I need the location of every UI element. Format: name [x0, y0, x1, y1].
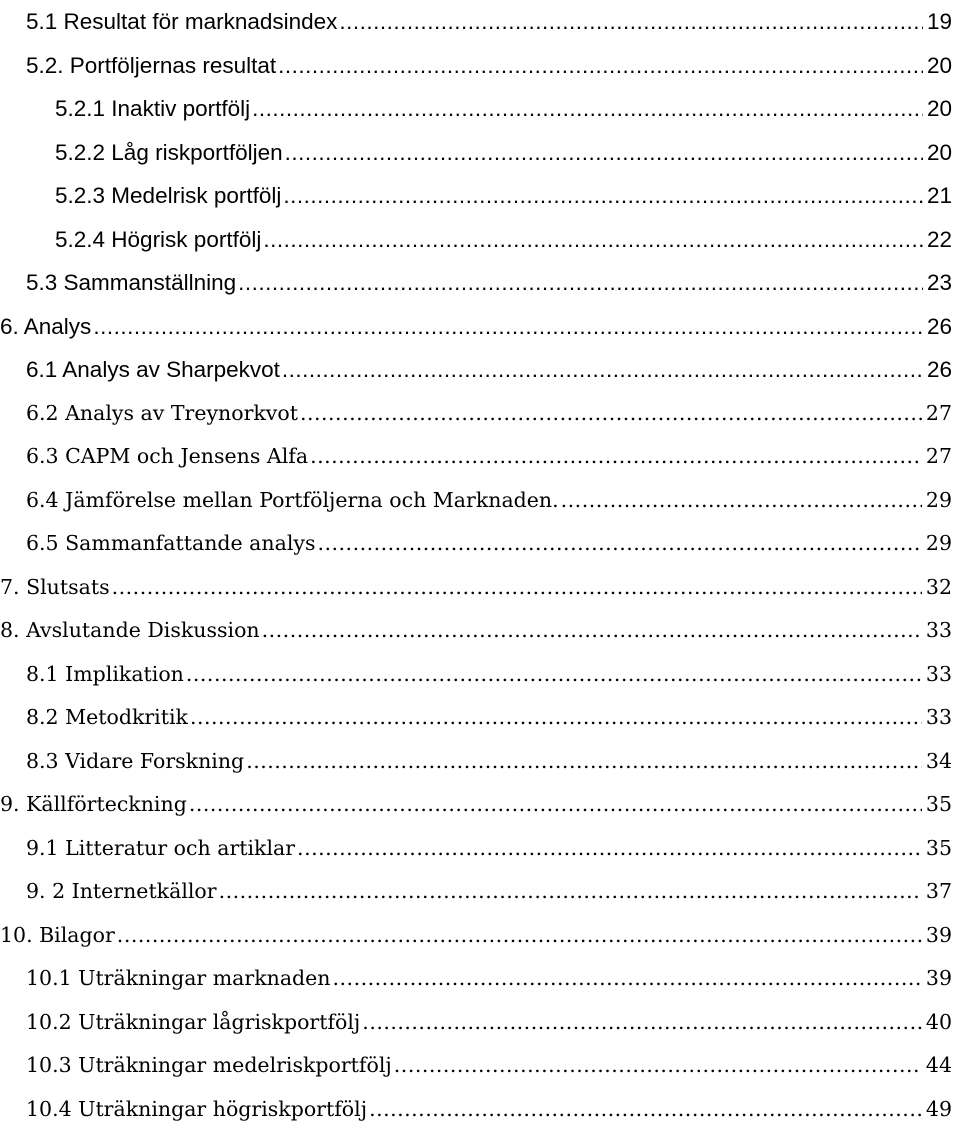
toc-entry[interactable]	[0, 566, 960, 610]
toc-entry[interactable]	[0, 305, 960, 349]
toc-dot-leader	[333, 957, 922, 1001]
toc-entry-title: 7. Slutsats	[0, 574, 110, 599]
toc-entry-page: 29	[925, 487, 952, 512]
toc-dot-leader	[300, 392, 922, 436]
toc-entry-title: 5.2.1 Inaktiv portfölj	[55, 96, 251, 121]
toc-dot-leader	[262, 609, 922, 653]
toc-entry-title: 8.1 Implikation	[26, 661, 184, 686]
toc-dot-leader	[285, 131, 923, 175]
toc-entry[interactable]	[0, 174, 960, 218]
toc-entry[interactable]	[0, 218, 960, 262]
toc-entry-title: 10.2 Uträkningar lågriskportfölj	[26, 1009, 361, 1034]
toc-dot-leader	[117, 914, 922, 958]
toc-entry-page: 29	[925, 531, 952, 555]
toc-entry-page: 21	[926, 183, 952, 208]
toc-dot-leader	[310, 435, 922, 479]
toc-entry[interactable]	[0, 609, 960, 653]
toc-entry-page: 39	[925, 922, 952, 947]
toc-entry-title: 6.3 CAPM och Jensens Alfa	[26, 444, 309, 468]
toc-dot-leader	[246, 740, 922, 784]
toc-entry-title: 9. Källförteckning	[0, 792, 187, 816]
toc-entry[interactable]	[0, 392, 960, 436]
toc-dot-leader	[394, 1044, 922, 1088]
toc-entry[interactable]	[0, 783, 960, 827]
toc-dot-leader	[297, 827, 922, 871]
toc-dot-leader	[339, 0, 923, 44]
toc-entry-title: 5.2. Portföljernas resultat	[26, 52, 277, 78]
toc-entry[interactable]	[0, 827, 960, 871]
toc-entry[interactable]	[0, 696, 960, 740]
toc-entry[interactable]	[0, 44, 960, 88]
toc-entry-title: 6.4 Jämförelse mellan Portföljerna och Marknaden.	[26, 487, 559, 512]
toc-entry[interactable]	[0, 653, 960, 697]
toc-entry-page: 27	[925, 444, 952, 468]
toc-entry-page: 32	[925, 574, 952, 599]
toc-dot-leader	[362, 1001, 922, 1045]
toc-entry-page: 27	[925, 400, 952, 425]
toc-dot-leader	[252, 87, 923, 131]
toc-entry-title: 9. 2 Internetkällor	[26, 879, 217, 903]
toc-entry-page: 39	[925, 966, 952, 990]
toc-entry-page: 33	[925, 705, 952, 729]
toc-entry-page: 35	[925, 835, 952, 860]
toc-entry[interactable]	[0, 435, 960, 479]
toc-entry[interactable]	[0, 1088, 960, 1132]
toc-entry[interactable]	[0, 131, 960, 175]
toc-entry-title: 8. Avslutande Diskussion	[0, 618, 260, 642]
toc-dot-leader	[238, 261, 923, 305]
toc-entry-title: 6.1 Analys av Sharpekvot	[26, 357, 280, 382]
toc-entry[interactable]	[0, 87, 960, 131]
toc-entry[interactable]	[0, 914, 960, 958]
toc-dot-leader	[278, 44, 923, 88]
toc-dot-leader	[190, 696, 922, 740]
toc-entry-page: 26	[926, 313, 952, 339]
toc-entry-page: 34	[925, 748, 952, 773]
toc-entry-page: 22	[926, 226, 952, 252]
toc-dot-leader	[186, 653, 922, 697]
toc-dot-leader	[282, 348, 923, 392]
toc-dot-leader	[369, 1088, 922, 1132]
toc-dot-leader	[317, 522, 921, 566]
toc-entry-page: 26	[926, 357, 952, 382]
toc-entry-title: 5.3 Sammanställning	[26, 270, 237, 295]
toc-entry[interactable]	[0, 261, 960, 305]
toc-entry-title: 6.5 Sammanfattande analys	[26, 531, 316, 555]
toc-entry-page: 49	[925, 1096, 952, 1121]
toc-entry[interactable]	[0, 870, 960, 914]
toc-entry[interactable]	[0, 0, 960, 44]
toc-entry[interactable]	[0, 1044, 960, 1088]
toc-entry-title: 6. Analys	[0, 313, 92, 339]
toc-dot-leader	[263, 218, 923, 262]
toc-entry-page: 23	[926, 270, 952, 295]
toc-dot-leader	[93, 305, 923, 349]
toc-entry-page: 37	[925, 879, 952, 903]
toc-entry-page: 44	[925, 1053, 952, 1077]
toc-entry-page: 20	[926, 52, 952, 78]
toc-entry[interactable]	[0, 479, 960, 523]
toc-entry-title: 5.2.3 Medelrisk portfölj	[55, 183, 282, 208]
toc-entry-page: 35	[925, 792, 952, 816]
toc-entry-page: 19	[926, 9, 952, 34]
toc-entry-title: 9.1 Litteratur och artiklar	[26, 835, 296, 860]
toc-entry-title: 5.1 Resultat för marknadsindex	[26, 9, 338, 34]
toc-entry-page: 40	[925, 1009, 952, 1034]
toc-entry-title: 10.1 Uträkningar marknaden	[26, 966, 331, 990]
toc-dot-leader	[561, 479, 922, 523]
toc-entry-page: 20	[926, 96, 952, 121]
toc-entry-page: 33	[925, 618, 952, 642]
toc-dot-leader	[189, 783, 922, 827]
toc-entry-title: 10. Bilagor	[0, 922, 115, 947]
toc-entry-title: 8.3 Vidare Forskning	[26, 748, 245, 773]
toc-entry-title: 5.2.2 Låg riskportföljen	[55, 139, 283, 165]
toc-entry-title: 5.2.4 Högrisk portfölj	[55, 226, 262, 252]
toc-entry-title: 10.3 Uträkningar medelriskportfölj	[26, 1053, 392, 1077]
toc-dot-leader	[112, 566, 922, 610]
toc-entry[interactable]	[0, 1001, 960, 1045]
toc-entry[interactable]	[0, 957, 960, 1001]
toc-dot-leader	[283, 174, 923, 218]
toc-entry-page: 20	[926, 139, 952, 165]
toc-entry-title: 8.2 Metodkritik	[26, 705, 188, 729]
toc-dot-leader	[219, 870, 922, 914]
toc-entry[interactable]	[0, 740, 960, 784]
toc-entry[interactable]	[0, 522, 960, 566]
toc-entry-page: 33	[925, 661, 952, 686]
toc-entry-title: 10.4 Uträkningar högriskportfölj	[26, 1096, 368, 1121]
toc-entry[interactable]	[0, 348, 960, 392]
toc-entry-title: 6.2 Analys av Treynorkvot	[26, 400, 298, 425]
